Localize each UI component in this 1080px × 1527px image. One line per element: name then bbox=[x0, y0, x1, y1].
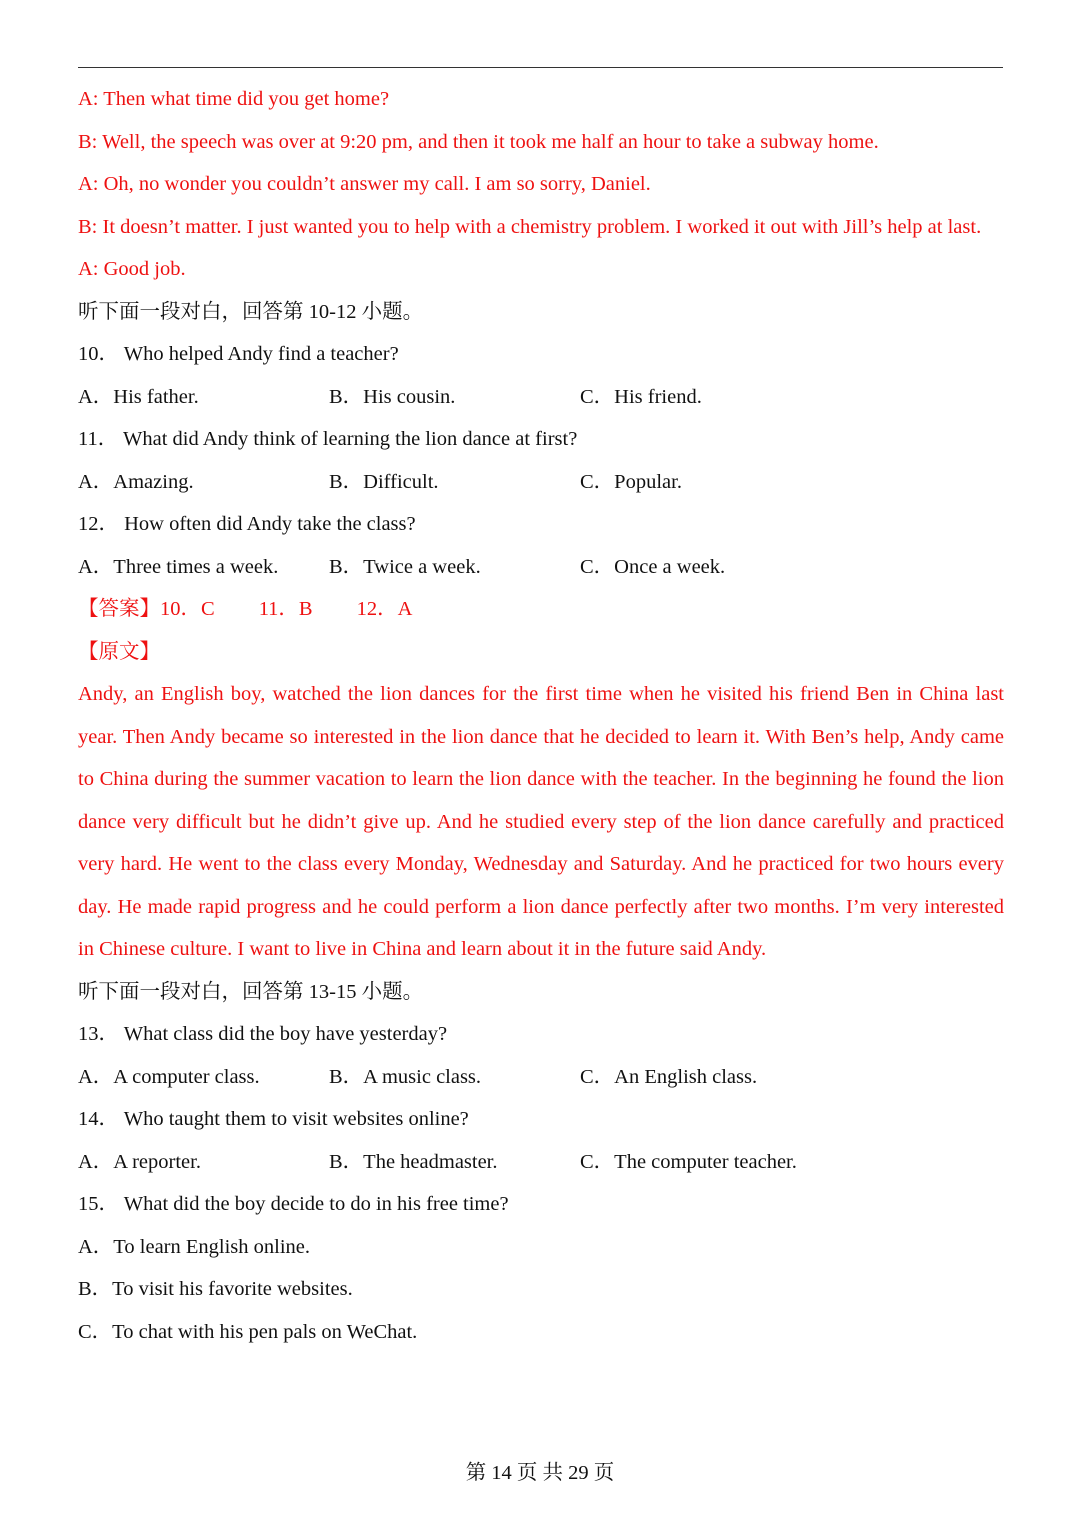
transcript-label: 【原文】 bbox=[78, 640, 160, 663]
page-content bbox=[78, 78, 1008, 1353]
dialogue-line: A: Oh, no wonder you couldn’t answer my call. I am so sorry, Daniel. bbox=[78, 173, 651, 195]
page-footer: 第 14 页 共 29 页 bbox=[465, 1462, 615, 1484]
option-c: C．His friend. bbox=[580, 385, 702, 408]
question-options bbox=[78, 376, 1008, 419]
question-options bbox=[78, 461, 1008, 504]
option-a: A．A reporter. bbox=[78, 1150, 201, 1173]
option-a: A．Amazing. bbox=[78, 470, 194, 493]
option-b: B．His cousin. bbox=[329, 385, 456, 408]
question-options bbox=[78, 1056, 1008, 1099]
question-stem: 15． What did the boy decide to do in his free time? bbox=[78, 1193, 509, 1215]
option-a: A．A computer class. bbox=[78, 1065, 260, 1088]
question-stem: 12． How often did Andy take the class? bbox=[78, 513, 416, 535]
question-stem: 11． What did Andy think of learning the lion dance at first? bbox=[78, 428, 578, 450]
option-b: B．Twice a week. bbox=[329, 555, 481, 578]
option-c: C．The computer teacher. bbox=[580, 1150, 797, 1173]
question-stem: 14． Who taught them to visit websites online? bbox=[78, 1108, 469, 1130]
dialogue-line: A: Good job. bbox=[78, 258, 186, 280]
option-a: A．To learn English online. bbox=[78, 1235, 310, 1258]
option-c: C．Popular. bbox=[580, 470, 682, 493]
answer-label: 【答案】 bbox=[78, 598, 160, 620]
answer-item: 11．B bbox=[258, 598, 313, 620]
dialogue-line: A: Then what time did you get home? bbox=[78, 88, 390, 110]
option-b: B．A music class. bbox=[329, 1065, 482, 1088]
header-rule bbox=[78, 67, 1003, 68]
option-b: B．Difficult. bbox=[329, 470, 439, 493]
question-stem: 13． What class did the boy have yesterday? bbox=[78, 1023, 448, 1045]
option-a: A．His father. bbox=[78, 385, 199, 408]
question-options bbox=[78, 1141, 1008, 1184]
dialogue-line: B: Well, the speech was over at 9:20 pm, and then it took me half an hour to take a subway home. bbox=[78, 130, 879, 153]
answer-item: 10．C bbox=[160, 598, 215, 620]
transcript-text: Andy, an English boy, watched the lion dances for the first time when he visited his friend Ben in China last year. Then Andy became so interested in the lion dance that he decided to learn it. With Ben’s help, Andy came to China during the summer vacation to learn the lion dance with the teacher. In the beginning he found the lion dance very difficult but he didn’t give up. And he studied every step of the lion dance carefully and practiced very hard. He went to the class every Monday, Wednesday and Saturday. And he practiced for two hours every day. He made rapid progress and he could perform a lion dance perfectly after two months. I’m very interested in Chinese culture. I want to live in China and learn about it in the future said Andy. bbox=[78, 683, 1004, 960]
option-c: C．An English class. bbox=[580, 1065, 758, 1088]
option-a: A．Three times a week. bbox=[78, 555, 279, 578]
question-stem: 10． Who helped Andy find a teacher? bbox=[78, 343, 399, 365]
answer-key bbox=[78, 588, 1008, 631]
option-c: C．Once a week. bbox=[580, 555, 726, 578]
option-c: C．To chat with his pen pals on WeChat. bbox=[78, 1320, 418, 1343]
section-instruction: 听下面一段对白，回答第 13-15 小题。 bbox=[78, 980, 424, 1003]
dialogue-line: B: It doesn’t matter. I just wanted you to help with a chemistry problem. I worked it out with Jill’s help at last. bbox=[78, 215, 982, 238]
option-b: B．The headmaster. bbox=[329, 1150, 498, 1173]
option-b: B．To visit his favorite websites. bbox=[78, 1278, 353, 1300]
answer-item: 12．A bbox=[356, 598, 413, 620]
section-instruction: 听下面一段对白，回答第 10-12 小题。 bbox=[78, 300, 424, 323]
question-options bbox=[78, 546, 1008, 589]
